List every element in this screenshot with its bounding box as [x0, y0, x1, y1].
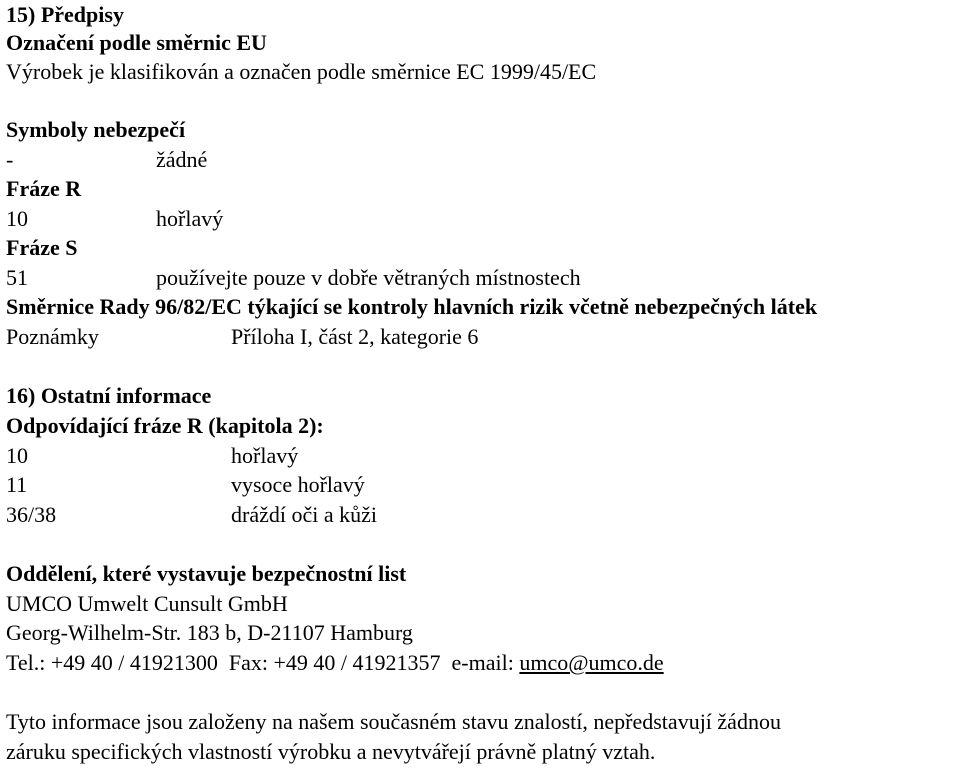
hazard-symbol-code: - — [6, 147, 14, 172]
r-phrase-row — [6, 470, 906, 500]
hazard-symbol-text: žádné — [156, 147, 208, 172]
s-phrases-heading: Fráze S — [6, 235, 78, 260]
hazard-symbols-row — [6, 145, 906, 175]
s-phrase-code: 51 — [6, 265, 28, 290]
contact-line — [6, 648, 664, 678]
r-phrase-text: vysoce hořlavý — [231, 472, 365, 497]
s-phrase-row — [6, 263, 906, 293]
eu-marking-heading: Označení podle směrnic EU — [6, 30, 267, 55]
r-phrase-code: 11 — [6, 472, 28, 497]
r-phrase-text: hořlavý — [231, 443, 299, 468]
hazard-symbols-heading: Symboly nebezpečí — [6, 117, 186, 142]
r-phrase-code: 10 — [6, 443, 28, 468]
eu-classification-text: Výrobek je klasifikován a označen podle směrnice EC 1999/45/EC — [6, 59, 597, 84]
notes-row — [6, 322, 906, 352]
disclaimer-line-1: Tyto informace jsou založeny na našem současném stavu znalostí, nepředstavují žádnou — [6, 709, 781, 734]
company-address: Georg-Wilhelm-Str. 183 b, D-21107 Hamburg — [6, 620, 413, 645]
r-phrase-text: dráždí oči a kůži — [231, 502, 377, 527]
council-directive-heading: Směrnice Rady 96/82/EC týkající se kontroly hlavních rizik včetně nebezpečných látek — [6, 294, 818, 319]
company-name: UMCO Umwelt Cunsult GmbH — [6, 591, 288, 616]
r-phrase-code: 36/38 — [6, 502, 57, 527]
r-phrase-text: hořlavý — [156, 206, 224, 231]
notes-text: Příloha I, část 2, kategorie 6 — [231, 324, 479, 349]
notes-label: Poznámky — [6, 324, 99, 349]
issuing-department-heading: Oddělení, které vystavuje bezpečnostní list — [6, 561, 407, 586]
r-phrase-code: 10 — [6, 206, 28, 231]
r-phrase-row — [6, 500, 906, 530]
section-15-heading: 15) Předpisy — [6, 2, 124, 27]
r-phrase-row — [6, 441, 906, 471]
disclaimer-line-2: záruku specifických vlastností výrobku a nevytvářejí právně platný vztah. — [6, 739, 656, 764]
section-16-heading: 16) Ostatní informace — [6, 383, 212, 408]
r-phrase-row — [6, 204, 906, 234]
corresponding-r-phrases-heading: Odpovídající fráze R (kapitola 2): — [6, 413, 324, 438]
s-phrase-text: používejte pouze v dobře větraných místnostech — [156, 265, 581, 290]
phone-fax-text: Tel.: +49 40 / 41921300 Fax: +49 40 / 41921357 e-mail: — [6, 650, 520, 675]
r-phrases-heading: Fráze R — [6, 176, 82, 201]
email-link[interactable]: umco@umco.de — [519, 650, 664, 675]
